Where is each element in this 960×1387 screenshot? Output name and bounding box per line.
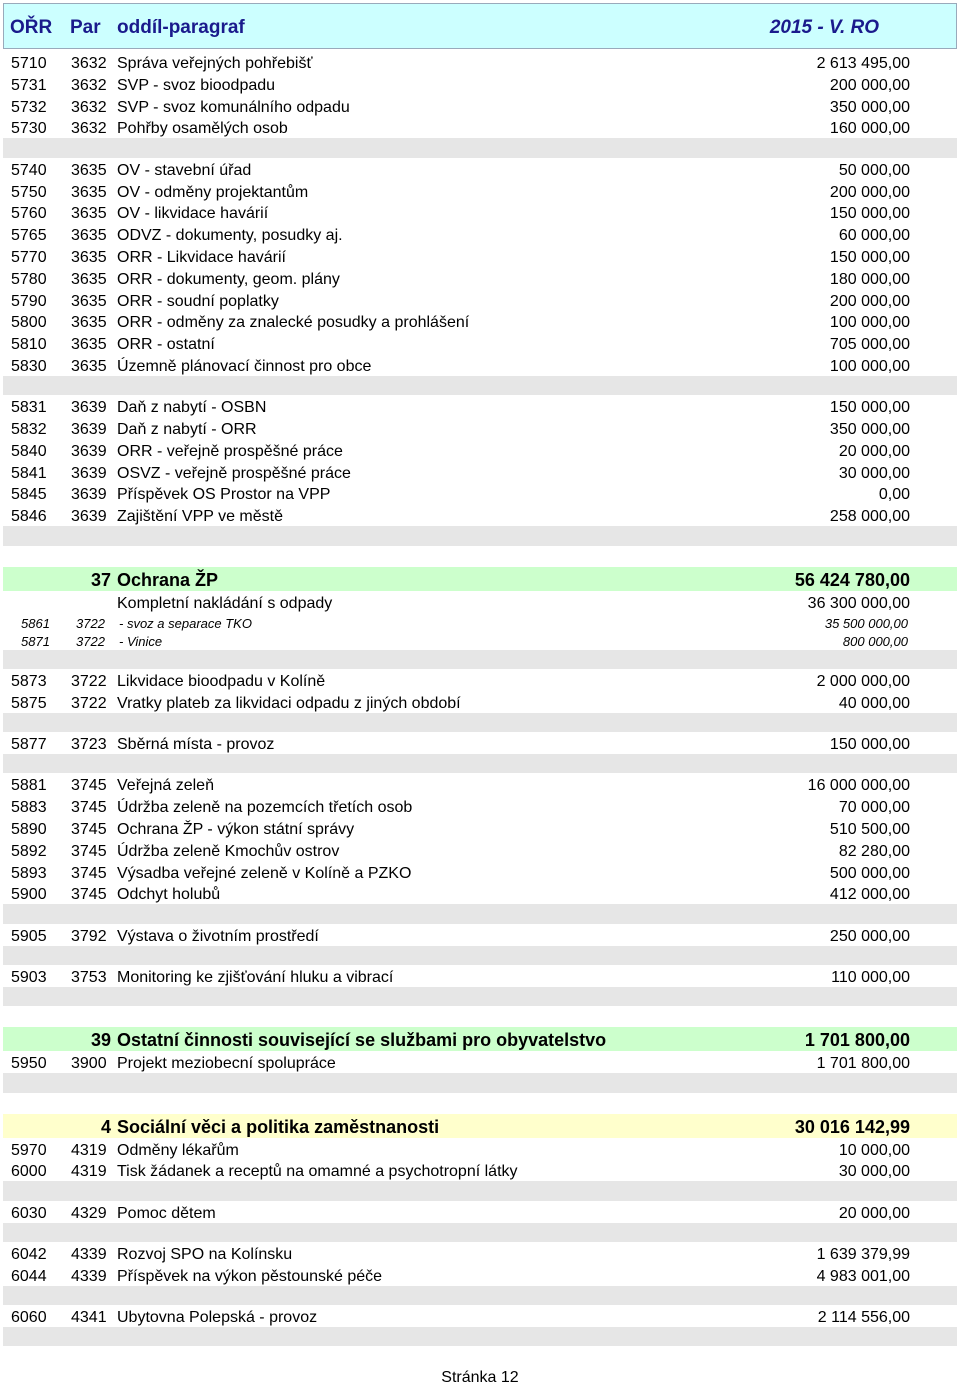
item-amount: 350 000,00 [829, 421, 910, 438]
blank-row [3, 546, 957, 567]
orr-code: 5873 [11, 673, 47, 690]
par-code: 3639 [71, 486, 107, 504]
item-amount: 200 000,00 [829, 292, 910, 310]
item-amount: 150 000,00 [829, 736, 910, 754]
table-row [3, 354, 957, 376]
orr-code: 5841 [11, 464, 47, 482]
table-row [3, 1159, 957, 1181]
item-amount: 250 000,00 [829, 927, 910, 945]
par-code: 3639 [71, 464, 107, 482]
orr-code: 5877 [11, 736, 47, 754]
item-description: Údržba zeleně Kmochův ostrov [117, 842, 340, 860]
item-description: Pohřby osamělých osob [117, 120, 288, 138]
orr-code: 5846 [11, 508, 47, 526]
table-row [3, 95, 957, 117]
item-description: ORR - Likvidace havárií [117, 248, 286, 266]
item-amount: 20 000,00 [838, 1204, 910, 1222]
item-amount: 40 000,00 [838, 694, 910, 712]
table-row [3, 482, 957, 504]
item-amount: 200 000,00 [829, 76, 910, 94]
par-code: 3635 [71, 161, 107, 179]
section-code: 37 [90, 569, 111, 590]
row-separator [3, 713, 957, 733]
par-code: 4339 [71, 1246, 107, 1263]
orr-code: 5903 [11, 969, 47, 986]
table-row [3, 1138, 957, 1160]
orr-code: 5790 [11, 292, 47, 310]
orr-code: 5832 [11, 421, 47, 438]
table-row [3, 417, 957, 439]
section-title: Ochrana ŽP [117, 569, 219, 590]
table-row [3, 1242, 957, 1264]
row-separator [3, 138, 957, 158]
par-code: 4341 [71, 1309, 107, 1327]
par-code: 3745 [71, 886, 107, 904]
row-separator [3, 1327, 957, 1347]
item-description: OSVZ - veřejně prospěšné práce [117, 464, 351, 482]
item-amount: 258 000,00 [829, 508, 910, 526]
table-row [3, 924, 957, 946]
orr-code: 5830 [11, 357, 47, 375]
item-amount: 150 000,00 [829, 399, 910, 417]
par-code: 3745 [71, 842, 107, 860]
orr-code: 5810 [11, 336, 47, 354]
section-title: Sociální věci a politika zaměstnanosti [117, 1116, 440, 1137]
orr-code: 5710 [11, 55, 47, 72]
orr-code: 5731 [11, 76, 47, 94]
row-separator [3, 1073, 957, 1093]
blank-row [3, 1093, 957, 1114]
item-description: ORR - dokumenty, geom. plány [117, 270, 340, 288]
subtotal-amount: 36 300 000,00 [807, 594, 910, 612]
orr-code: 5730 [11, 120, 47, 138]
item-description: Daň z nabytí - ORR [117, 421, 257, 438]
table-row [3, 839, 957, 861]
item-amount: 350 000,00 [829, 98, 910, 116]
orr-code: 5905 [11, 927, 47, 945]
item-description: Projekt meziobecní spolupráce [117, 1055, 336, 1073]
table-row [3, 691, 957, 713]
item-amount: 100 000,00 [829, 314, 910, 332]
orr-code: 5900 [11, 886, 47, 904]
item-amount: 110 000,00 [831, 969, 910, 986]
orr-code: 5861 [21, 615, 50, 631]
subtotal-row [3, 591, 957, 614]
item-amount: 500 000,00 [829, 864, 910, 882]
item-amount: 16 000 000,00 [807, 777, 910, 795]
par-code: 3632 [71, 55, 107, 72]
item-amount: 200 000,00 [829, 183, 910, 201]
row-separator [3, 1181, 957, 1201]
table-row [3, 732, 957, 754]
orr-code: 5950 [11, 1055, 47, 1073]
row-separator [3, 650, 957, 670]
item-amount: 70 000,00 [838, 799, 910, 817]
item-description: Územně plánovací činnost pro obce [117, 357, 372, 375]
section-title: Ostatní činnosti související se službami pro obyvatelstvo [117, 1030, 607, 1051]
item-description: Zajištění VPP ve městě [117, 508, 283, 526]
row-separator [3, 904, 957, 924]
item-description: ORR - soudní poplatky [117, 292, 279, 310]
item-amount: 180 000,00 [829, 270, 910, 288]
item-description: Daň z nabytí - OSBN [117, 399, 267, 417]
page-number: Stránka 12 [441, 1369, 519, 1386]
orr-code: 5750 [11, 183, 47, 201]
item-amount: 2 613 495,00 [816, 55, 910, 72]
orr-code: 5780 [11, 270, 47, 288]
par-code: 3635 [71, 357, 107, 375]
header-section: oddíl-paragraf [117, 17, 245, 38]
item-amount: 0,00 [878, 486, 910, 504]
par-code: 3639 [71, 442, 107, 460]
row-separator [3, 754, 957, 774]
orr-code: 6060 [11, 1309, 47, 1327]
orr-code: 6000 [11, 1163, 47, 1181]
sub-item-row [3, 632, 957, 650]
par-code: 3632 [71, 76, 107, 94]
item-description: Likvidace bioodpadu v Kolíně [117, 673, 326, 690]
par-code: 3635 [71, 205, 107, 223]
sub-item-row [3, 614, 957, 632]
par-code: 3722 [76, 615, 105, 631]
par-code: 3745 [71, 799, 107, 817]
item-description: Příspěvek na výkon pěstounské péče [117, 1267, 383, 1285]
item-description: OV - likvidace havárií [117, 205, 269, 223]
par-code: 3722 [71, 694, 107, 712]
par-code: 3745 [71, 777, 107, 795]
orr-code: 5760 [11, 205, 47, 223]
orr-code: 5740 [11, 161, 47, 179]
item-description: SVP - svoz bioodpadu [117, 76, 276, 94]
item-description: Rozvoj SPO na Kolínsku [117, 1246, 293, 1263]
orr-code: 5883 [11, 799, 47, 817]
item-amount: 50 000,00 [838, 161, 910, 179]
orr-code: 5892 [11, 842, 47, 860]
item-amount: 800 000,00 [842, 633, 908, 649]
item-amount: 20 000,00 [838, 442, 910, 460]
item-description: Veřejná zeleň [117, 777, 214, 795]
item-amount: 82 280,00 [838, 842, 910, 860]
table-row [3, 817, 957, 839]
par-code: 3900 [71, 1055, 107, 1073]
orr-code: 5770 [11, 248, 47, 266]
item-amount: 150 000,00 [829, 205, 910, 223]
orr-code: 5765 [11, 227, 47, 245]
table-row [3, 51, 957, 73]
par-code: 3635 [71, 183, 107, 201]
item-amount: 30 000,00 [838, 464, 910, 482]
row-separator [3, 987, 957, 1007]
table-row [3, 267, 957, 289]
item-description: Výstava o životním prostředí [117, 927, 319, 945]
orr-code: 6042 [11, 1246, 47, 1263]
par-code: 3635 [71, 270, 107, 288]
item-description: Výsadba veřejné zeleně v Kolíně a PZKO [117, 864, 412, 882]
item-amount: 2 114 556,00 [817, 1309, 910, 1327]
item-description: ORR - ostatní [117, 336, 215, 354]
orr-code: 5840 [11, 442, 47, 460]
table-row [3, 461, 957, 483]
item-amount: 35 500 000,00 [824, 615, 908, 631]
table-row [3, 773, 957, 795]
header-par: Par [70, 17, 101, 38]
orr-code: 5893 [11, 864, 47, 882]
table-row [3, 1305, 957, 1327]
par-code: 3722 [76, 633, 105, 649]
item-description: Vratky plateb za likvidaci odpadu z jiných období [117, 694, 461, 712]
par-code: 4319 [71, 1163, 107, 1181]
item-description: Odchyt holubů [117, 886, 221, 904]
item-description: OV - stavební úřad [117, 161, 252, 179]
table-row [3, 201, 957, 223]
section-header-row [3, 1027, 957, 1051]
orr-code: 5875 [11, 694, 47, 712]
table-row [3, 180, 957, 202]
par-code: 3722 [71, 673, 107, 690]
table-row [3, 861, 957, 883]
par-code: 3632 [71, 120, 107, 138]
item-amount: 10 000,00 [838, 1141, 910, 1159]
item-amount: 705 000,00 [829, 336, 910, 354]
item-description: Ochrana ŽP - výkon státní správy [117, 821, 355, 838]
orr-code: 5970 [11, 1141, 47, 1159]
row-separator [3, 376, 957, 396]
item-amount: 100 000,00 [829, 357, 910, 375]
item-description: Monitoring ke zjišťování hluku a vibrací [117, 969, 394, 986]
item-description: SVP - svoz komunálního odpadu [117, 98, 350, 116]
par-code: 3745 [71, 821, 107, 838]
item-description: Ubytovna Polepská - provoz [117, 1309, 318, 1327]
par-code: 4339 [71, 1267, 107, 1285]
table-row [3, 1051, 957, 1073]
row-separator [3, 1286, 957, 1306]
item-description: Údržba zeleně na pozemcích třetích osob [117, 799, 413, 817]
section-amount: 30 016 142,99 [794, 1116, 910, 1137]
section-code: 4 [100, 1116, 111, 1137]
table-row [3, 439, 957, 461]
row-separator [3, 946, 957, 966]
table-row [3, 73, 957, 95]
par-code: 3753 [71, 969, 107, 986]
item-amount: 412 000,00 [829, 886, 910, 904]
item-amount: 30 000,00 [838, 1163, 910, 1181]
par-code: 3792 [71, 927, 107, 945]
section-header-row [3, 567, 957, 591]
item-amount: 1 639 379,99 [816, 1246, 910, 1263]
table-header [3, 3, 957, 49]
table-row [3, 965, 957, 987]
orr-code: 5800 [11, 314, 47, 332]
header-orr: OŘR [10, 17, 53, 38]
orr-code: 5871 [21, 633, 50, 649]
item-amount: 160 000,00 [829, 120, 910, 138]
orr-code: 5845 [11, 486, 47, 504]
table-row [3, 1264, 957, 1286]
table-row [3, 795, 957, 817]
item-amount: 510 500,00 [829, 821, 910, 838]
item-description: - svoz a separace TKO [119, 615, 252, 631]
item-description: Sběrná místa - provoz [117, 736, 275, 754]
row-separator [3, 526, 957, 546]
item-description: ORR - odměny za znalecké posudky a prohlášení [117, 314, 470, 332]
par-code: 3723 [71, 736, 107, 754]
subtotal-description: Kompletní nakládání s odpady [117, 594, 333, 612]
item-description: Příspěvek OS Prostor na VPP [117, 486, 331, 504]
section-header-row [3, 1114, 957, 1138]
section-code: 39 [90, 1030, 111, 1051]
par-code: 3632 [71, 98, 107, 116]
item-amount: 4 983 001,00 [816, 1267, 910, 1285]
par-code: 3745 [71, 864, 107, 882]
orr-code: 6044 [11, 1267, 47, 1285]
item-description: Tisk žádanek a receptů na omamné a psychotropní látky [117, 1163, 518, 1181]
item-description: ODVZ - dokumenty, posudky aj. [117, 227, 343, 245]
item-description: ORR - veřejně prospěšné práce [117, 442, 343, 460]
table-row [3, 395, 957, 417]
item-description: Odměny lékařům [117, 1141, 239, 1159]
table-row [3, 245, 957, 267]
table-row [3, 1201, 957, 1223]
table-row [3, 504, 957, 526]
par-code: 3639 [71, 421, 107, 438]
table-row [3, 332, 957, 354]
table-row [3, 158, 957, 180]
item-amount: 2 000 000,00 [816, 673, 910, 690]
par-code: 3635 [71, 314, 107, 332]
orr-code: 5881 [11, 777, 47, 795]
item-description: OV - odměny projektantům [117, 183, 309, 201]
row-separator [3, 1223, 957, 1243]
header-amount: 2015 - V. RO [769, 17, 879, 38]
par-code: 3635 [71, 227, 107, 245]
par-code: 3639 [71, 399, 107, 417]
item-amount: 1 701 800,00 [816, 1055, 910, 1073]
section-amount: 1 701 800,00 [804, 1030, 910, 1051]
orr-code: 5890 [11, 821, 47, 838]
section-amount: 56 424 780,00 [794, 569, 910, 590]
par-code: 4319 [71, 1141, 107, 1159]
item-description: Pomoc dětem [117, 1204, 216, 1222]
table-row [3, 882, 957, 904]
table-row [3, 310, 957, 332]
par-code: 3635 [71, 292, 107, 310]
par-code: 3635 [71, 336, 107, 354]
blank-row [3, 1006, 957, 1027]
orr-code: 5732 [11, 98, 47, 116]
table-row [3, 289, 957, 311]
table-row [3, 669, 957, 691]
item-description: Správa veřejných pohřebišť [117, 55, 313, 72]
par-code: 3639 [71, 508, 107, 526]
orr-code: 5831 [11, 399, 47, 417]
table-row [3, 116, 957, 138]
par-code: 4329 [71, 1204, 107, 1222]
item-description: - Vinice [119, 633, 163, 649]
orr-code: 6030 [11, 1204, 47, 1222]
table-row [3, 223, 957, 245]
par-code: 3635 [71, 248, 107, 266]
item-amount: 150 000,00 [829, 248, 910, 266]
item-amount: 60 000,00 [838, 227, 910, 245]
